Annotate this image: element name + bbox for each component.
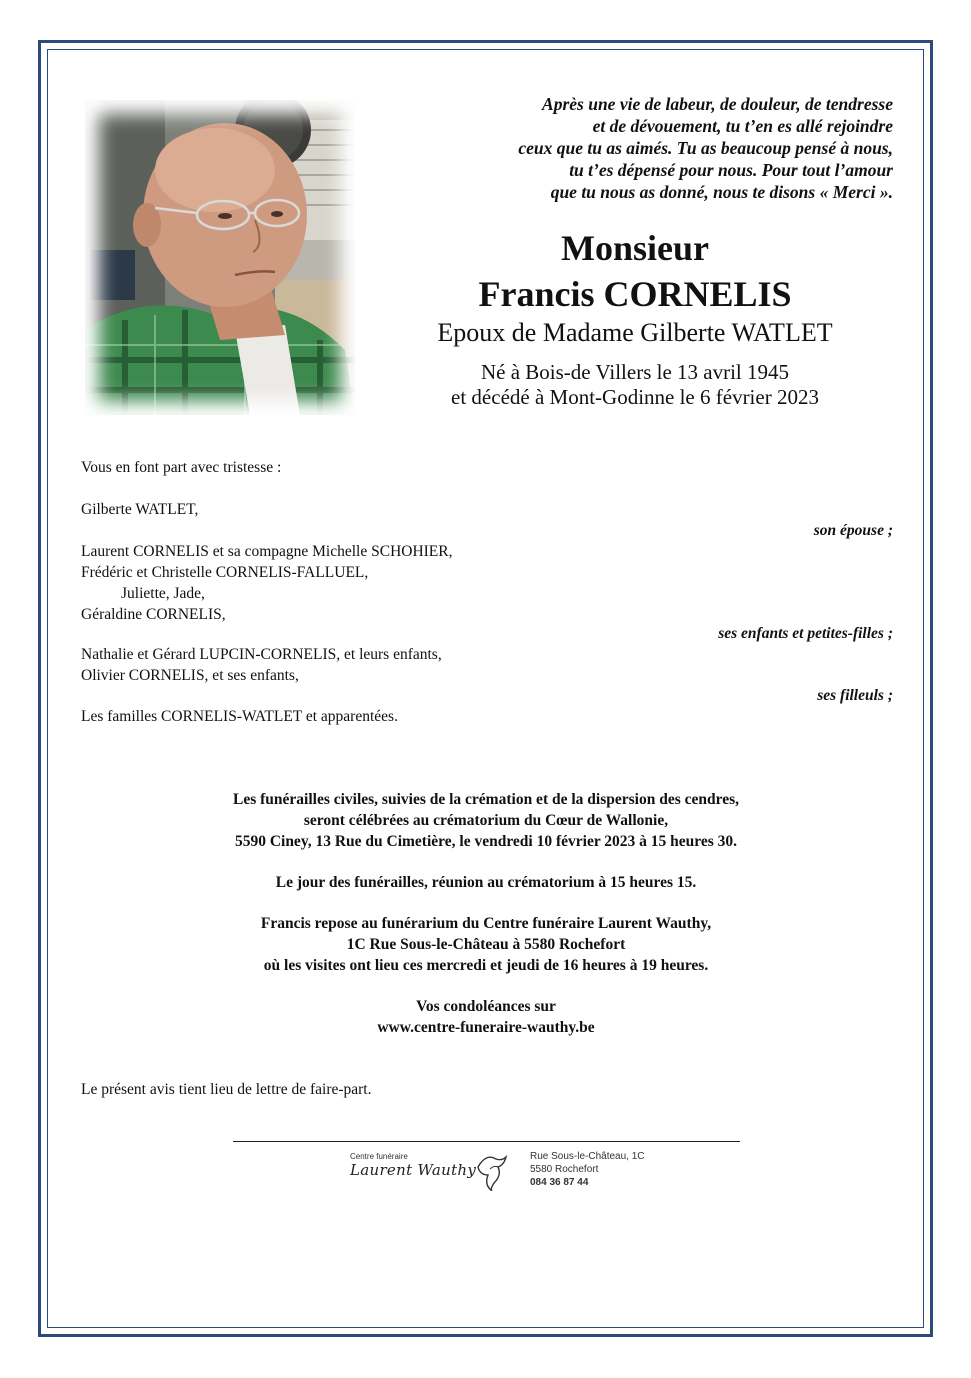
list-item: Nathalie et Gérard LUPCIN-CORNELIS, et leurs enfants, bbox=[81, 646, 442, 663]
rest-info bbox=[81, 913, 891, 976]
phone-number: 084 36 87 44 bbox=[530, 1177, 589, 1188]
info-line: Les funérailles civiles, suivies de la crémation et de la dispersion des cendres, bbox=[232, 791, 739, 808]
info-line: Le jour des funérailles, réunion au crématorium à 15 heures 15. bbox=[275, 874, 697, 891]
children-relation: ses enfants et petites-filles ; bbox=[718, 625, 893, 642]
address-street: Rue Sous-le-Château, 1C bbox=[530, 1151, 645, 1162]
families-line: Les familles CORNELIS-WATLET et apparentées. bbox=[81, 708, 398, 725]
closing-line: Le présent avis tient lieu de lettre de faire-part. bbox=[81, 1081, 372, 1098]
meeting-info bbox=[81, 872, 891, 893]
list-item: Laurent CORNELIS et sa compagne Michelle SCHOHIER, bbox=[81, 543, 453, 560]
birth-line: Né à Bois-de Villers le 13 avril 1945 bbox=[480, 360, 790, 384]
poem-line: et de dévouement, tu t’en es allé rejoindre bbox=[592, 116, 893, 136]
poem-block bbox=[373, 93, 893, 203]
ceremony-info bbox=[81, 789, 891, 852]
address-city: 5580 Rochefort bbox=[530, 1164, 599, 1175]
condolences-link[interactable]: www.centre-funeraire-wauthy.be bbox=[377, 1019, 595, 1036]
spouse-name: Gilberte WATLET, bbox=[81, 501, 199, 518]
children-list bbox=[81, 541, 453, 625]
death-line: et décédé à Mont-Godinne le 6 février 2023 bbox=[451, 385, 819, 409]
condolences-info bbox=[81, 996, 891, 1038]
poem-line: Après une vie de labeur, de douleur, de tendresse bbox=[542, 94, 893, 114]
godchildren-relation: ses filleuls ; bbox=[817, 687, 893, 704]
list-item: Géraldine CORNELIS, bbox=[81, 606, 226, 623]
info-line: seront célébrées au crématorium du Cœur de Wallonie, bbox=[303, 812, 669, 829]
deceased-name: Francis CORNELIS bbox=[478, 274, 792, 314]
info-line: Vos condoléances sur bbox=[416, 998, 556, 1015]
poem-line: tu t’es dépensé pour nous. Pour tout l’amour bbox=[569, 160, 893, 180]
funeral-home-logo bbox=[350, 1149, 510, 1194]
info-line: 1C Rue Sous-le-Château à 5580 Rochefort bbox=[346, 936, 626, 953]
poem-line: ceux que tu as aimés. Tu as beaucoup pensé à nous, bbox=[518, 138, 893, 158]
list-item: Frédéric et Christelle CORNELIS-FALLUEL, bbox=[81, 564, 369, 581]
info-line: Francis repose au funérarium du Centre funéraire Laurent Wauthy, bbox=[260, 915, 712, 932]
godchildren-list bbox=[81, 644, 442, 686]
deceased-header bbox=[400, 228, 870, 410]
family-intro: Vous en font part avec tristesse : bbox=[81, 459, 282, 476]
dove-icon bbox=[472, 1149, 512, 1191]
honorific: Monsieur bbox=[561, 228, 709, 268]
funeral-home-address bbox=[530, 1150, 645, 1189]
list-item: Juliette, Jade, bbox=[121, 585, 205, 602]
portrait-photo bbox=[85, 100, 355, 415]
logo-wordmark: Laurent Wauthy bbox=[350, 1161, 477, 1179]
list-item: Olivier CORNELIS, et ses enfants, bbox=[81, 667, 299, 684]
spouse-relation: son épouse ; bbox=[813, 522, 893, 539]
footer-divider bbox=[233, 1141, 740, 1142]
spouse-line: Epoux de Madame Gilberte WATLET bbox=[437, 318, 833, 347]
poem-line: que tu nous as donné, nous te disons « Merci ». bbox=[550, 182, 893, 202]
logo-caption: Centre funéraire bbox=[350, 1152, 408, 1161]
info-line: où les visites ont lieu ces mercredi et jeudi de 16 heures à 19 heures. bbox=[263, 957, 709, 974]
info-line: 5590 Ciney, 13 Rue du Cimetière, le vendredi 10 février 2023 à 15 heures 30. bbox=[234, 833, 738, 850]
